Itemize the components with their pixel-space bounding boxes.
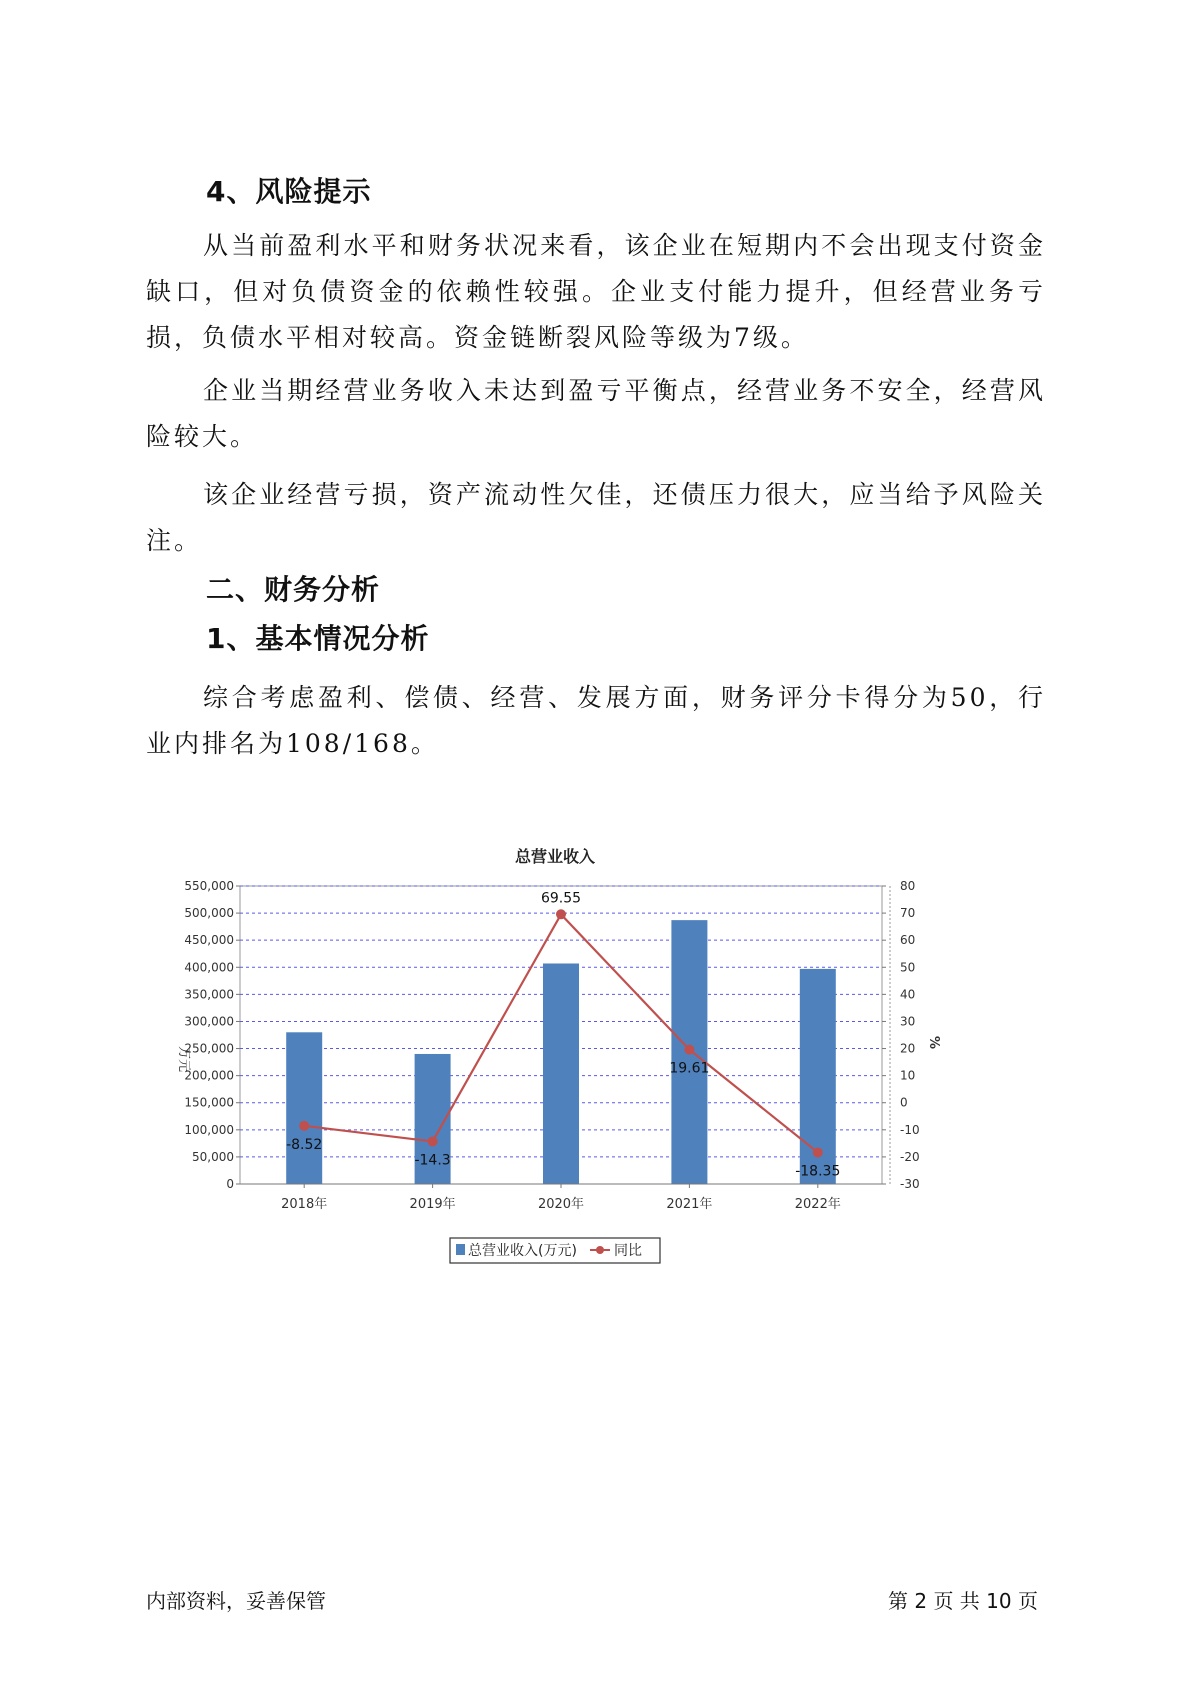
paragraph-risk-1: 从当前盈利水平和财务状况来看，该企业在短期内不会出现支付资金缺口，但对负债资金的依赖性较强。企业支付能力提升，但经营业务亏损，负债水平相对较高。资金链断裂风险等级为7级。 — [146, 231, 1046, 352]
paragraph-risk-2: 企业当期经营业务收入未达到盈亏平衡点，经营业务不安全，经营风险较大。 — [146, 376, 1046, 451]
footer-page-number: 第 2 页 共 10 页 — [888, 1589, 1038, 1613]
revenue-bar — [286, 1032, 322, 1184]
yoy-data-label: 19.61 — [669, 1060, 710, 1077]
y2-tick-label: 30 — [900, 1014, 916, 1029]
y2-axis-label: % — [926, 1036, 941, 1050]
y-tick-label: 500,000 — [184, 906, 234, 921]
y-tick-label: 400,000 — [184, 960, 234, 975]
legend-label-revenue: 总营业收入(万元) — [468, 1243, 577, 1259]
revenue-chart — [170, 838, 1030, 1298]
legend-swatch-marker — [596, 1246, 604, 1254]
y2-tick-label: 10 — [900, 1068, 916, 1083]
y2-tick-label: 50 — [900, 960, 916, 975]
footer-confidential: 内部资料，妥善保管 — [146, 1589, 326, 1613]
paragraph-basic: 综合考虑盈利、偿债、经营、发展方面，财务评分卡得分为50，行业内排名为108/168。 — [146, 683, 1046, 758]
legend-swatch-bar — [456, 1244, 465, 1255]
yoy-point — [299, 1121, 309, 1131]
revenue-chart-svg — [170, 838, 1030, 1298]
y-tick-label: 250,000 — [184, 1041, 234, 1056]
x-tick-label: 2018年 — [281, 1197, 328, 1212]
yoy-data-label: -18.35 — [795, 1163, 841, 1180]
y2-tick-label: 20 — [900, 1041, 916, 1056]
yoy-point — [813, 1147, 823, 1157]
yoy-point — [684, 1045, 694, 1055]
y2-tick-label: 80 — [900, 879, 916, 893]
y2-tick-label: 40 — [900, 987, 916, 1002]
yoy-data-label: -8.52 — [286, 1136, 323, 1153]
x-tick-label: 2020年 — [537, 1197, 585, 1212]
y2-tick-label: 70 — [900, 906, 916, 921]
y2-tick-label: -10 — [900, 1122, 920, 1137]
y2-tick-label: 60 — [900, 933, 916, 948]
yoy-point — [556, 909, 566, 919]
y-tick-label: 200,000 — [184, 1068, 234, 1083]
y-tick-label: 350,000 — [184, 987, 234, 1002]
yoy-data-label: 69.55 — [540, 890, 582, 907]
x-tick-label: 2021年 — [666, 1197, 713, 1212]
y-tick-label: 150,000 — [184, 1095, 234, 1110]
legend-label-yoy: 同比 — [614, 1243, 642, 1259]
paragraph-risk-3: 该企业经营亏损，资产流动性欠佳，还债压力很大，应当给予风险关注。 — [146, 480, 1046, 555]
x-tick-label: 2022年 — [794, 1197, 841, 1212]
subsection-heading-basic: 1、基本情况分析 — [206, 622, 430, 655]
yoy-point — [428, 1136, 438, 1146]
y2-tick-label: -20 — [900, 1149, 920, 1164]
y-axis-label: 万元 — [176, 1046, 191, 1073]
y-tick-label: 0 — [226, 1177, 234, 1191]
x-tick-label: 2019年 — [409, 1197, 456, 1212]
section-heading-risk: 4、风险提示 — [206, 175, 372, 208]
y-tick-label: 50,000 — [192, 1149, 234, 1164]
y-tick-label: 300,000 — [184, 1014, 234, 1029]
section-heading-financial: 二、财务分析 — [206, 573, 381, 606]
y2-tick-label: 0 — [900, 1095, 908, 1110]
revenue-bar — [543, 963, 579, 1184]
y-tick-label: 450,000 — [184, 933, 234, 948]
chart-title: 总营业收入 — [514, 847, 596, 866]
y-tick-label: 100,000 — [184, 1122, 234, 1137]
yoy-data-label: -14.3 — [414, 1152, 451, 1169]
y2-tick-label: -30 — [900, 1177, 920, 1191]
y-tick-label: 550,000 — [184, 879, 234, 893]
